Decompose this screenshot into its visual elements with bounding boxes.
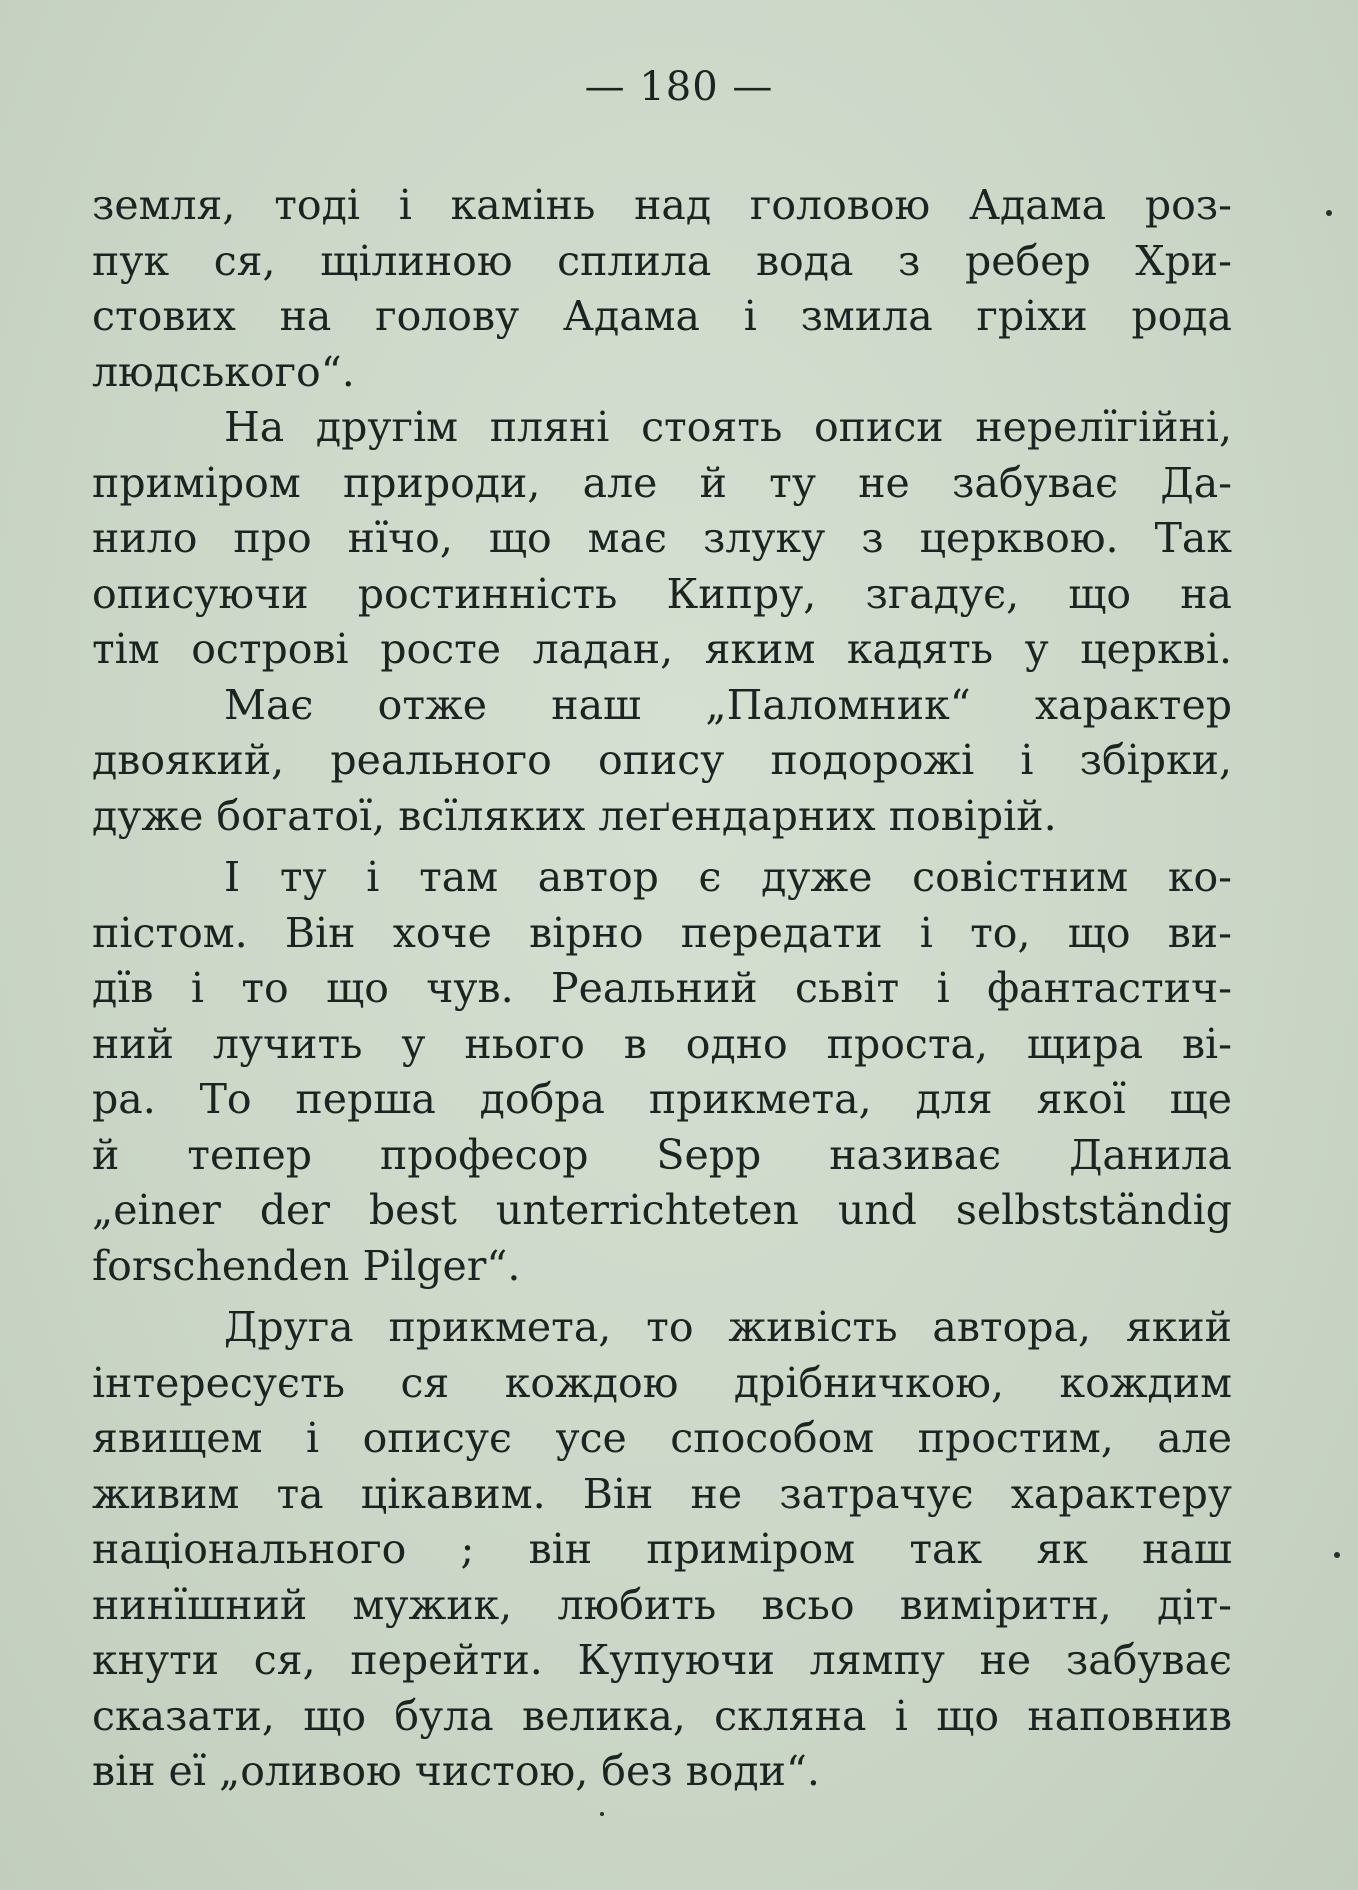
paragraph <box>92 1300 1232 1800</box>
page-number: — 180 — <box>584 64 774 110</box>
paragraph <box>92 678 1232 845</box>
ink-speck <box>1326 210 1332 216</box>
body-text <box>92 178 1232 1800</box>
text-line: На другім пляні стоять описи нерелїгійні, <box>224 403 1232 451</box>
text-line: ра. То перша добра прикмета, для якої ще <box>92 1075 1232 1123</box>
text-line: forschenden Pilger“. <box>92 1241 521 1290</box>
text-line: земля, тоді і камінь над головою Адама роз- <box>92 181 1232 229</box>
text-line: національного ; він приміром так як наш <box>92 1525 1232 1573</box>
text-line: він еї „оливою чистою, без води“. <box>92 1747 820 1795</box>
paragraph <box>92 400 1232 678</box>
text-line: приміром природи, але й ту не забуває Да- <box>92 458 1232 507</box>
text-line: тім острові росте ладан, яким кадять у церкві. <box>92 625 1232 673</box>
text-line: дуже богатої, всїляких леґендарних повірій. <box>92 791 1057 840</box>
paragraph <box>92 178 1232 400</box>
text-line: нинїшний мужик, любить всьо виміритн, діт- <box>92 1580 1232 1629</box>
ink-speck <box>600 1812 604 1816</box>
text-line: людського“. <box>92 347 355 396</box>
text-line: ний лучить у нього в одно проста, щира ві- <box>92 1019 1232 1068</box>
text-line: інтересуєть ся кождою дрібничкою, кождим <box>92 1358 1232 1407</box>
text-line: нило про нїчо, що має злуку з церквою. Так <box>92 514 1232 562</box>
ink-speck <box>1334 1552 1340 1558</box>
text-line: дїв і то що чув. Реальний сьвіт і фантастич- <box>92 964 1232 1012</box>
text-line: пістом. Він хоче вірно передати і то, що ви- <box>92 908 1232 957</box>
text-line: описуючи ростинність Кипру, згадує, що на <box>92 569 1232 618</box>
text-line: двоякий, реального опису подорожі і збірки, <box>92 736 1232 784</box>
text-line: стових на голову Адама і змила гріхи рода <box>92 292 1232 340</box>
text-line: сказати, що була велика, скляна і що наповнив <box>92 1691 1232 1740</box>
text-line: кнути ся, перейти. Купуючи лямпу не забуває <box>92 1636 1232 1684</box>
text-line: „einer der best unterrichteten und selbstständig <box>92 1186 1232 1234</box>
text-line: живим та цікавим. Він не затрачує характеру <box>92 1469 1232 1518</box>
text-line: Має отже наш „Паломник“ характер <box>224 680 1232 729</box>
text-line: Друга прикмета, то живість автора, який <box>224 1303 1232 1351</box>
paragraph <box>92 850 1232 1294</box>
text-line: явищем і описує усе способом простим, але <box>92 1414 1232 1462</box>
text-line: й тепер професор Sepp називає Данила <box>92 1130 1232 1179</box>
text-line: пук ся, щілиною сплила вода з ребер Хри- <box>92 236 1232 285</box>
text-line: І ту і там автор є дуже совістним ко- <box>224 853 1232 901</box>
